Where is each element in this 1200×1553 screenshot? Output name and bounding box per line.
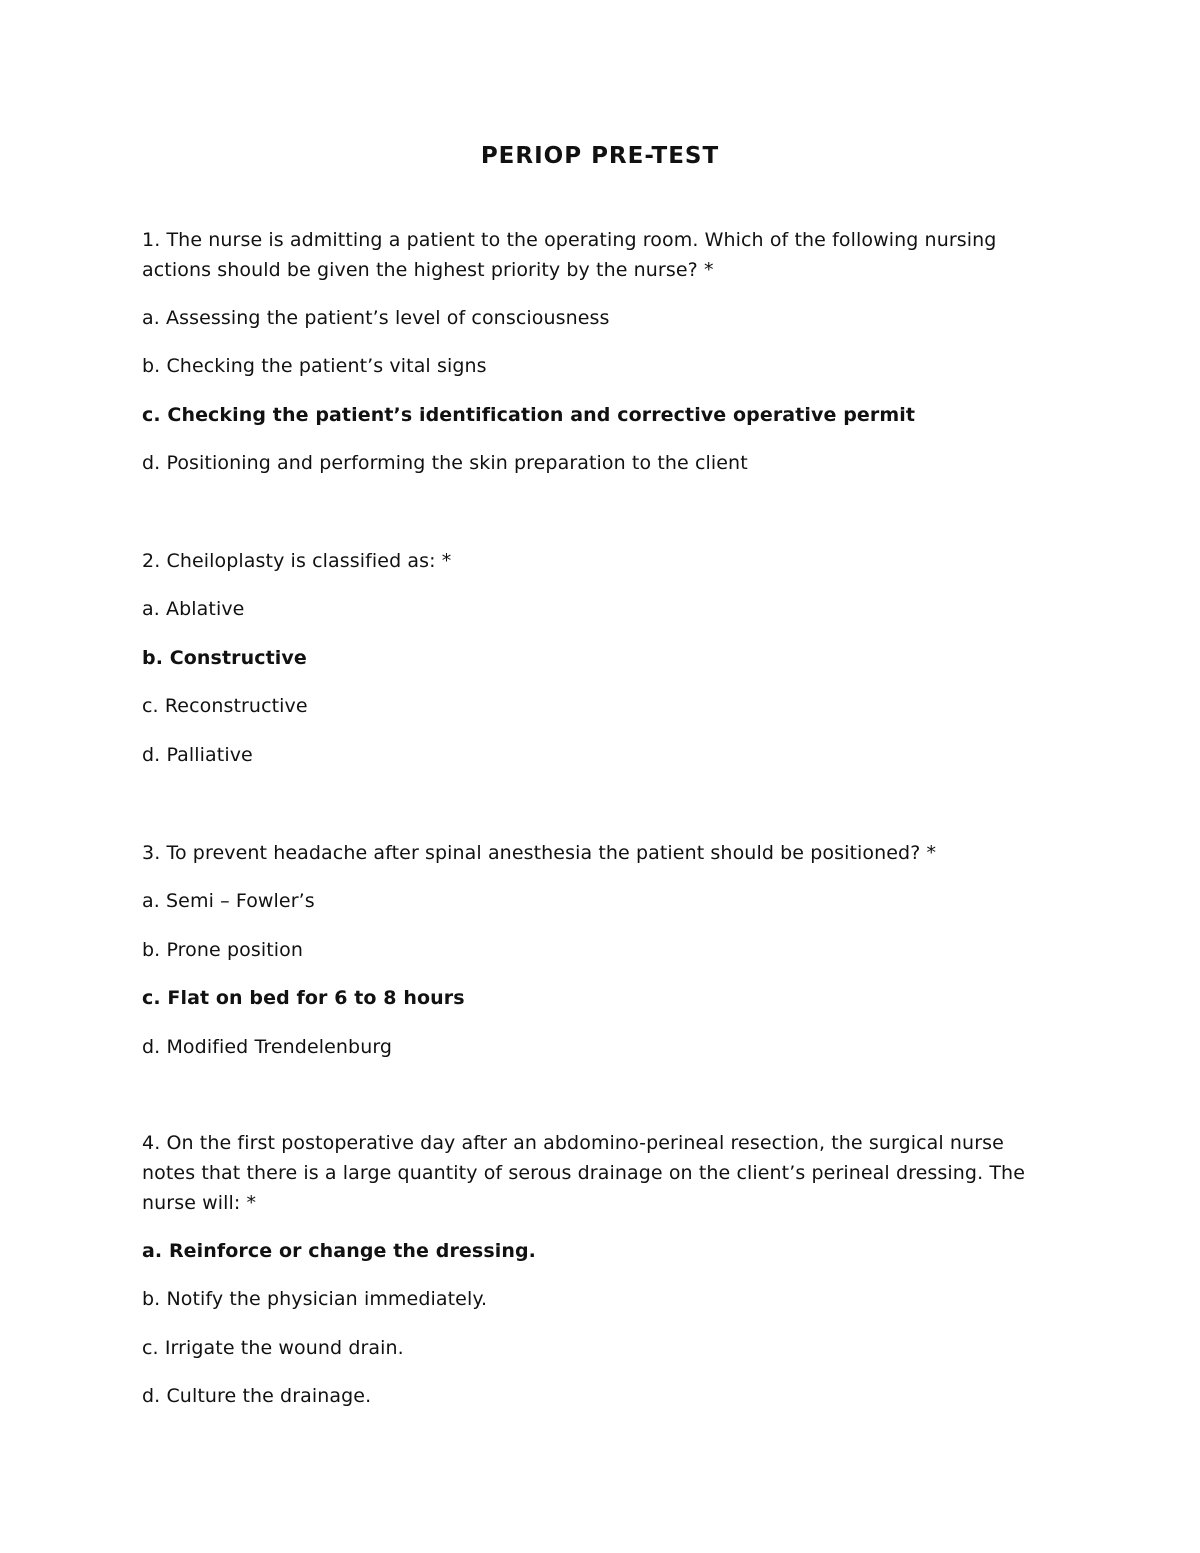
question-3-option-c-answer: c. Flat on bed for 6 to 8 hours	[142, 987, 465, 1009]
question-1-option-d: d. Positioning and performing the skin preparation to the client	[142, 452, 748, 474]
question-1-option-a: a. Assessing the patient’s level of consciousness	[142, 307, 610, 329]
question-4-prompt: 4. On the first postoperative day after an abdomino-perineal resection, the surgical nurse notes that there is a large quantity of serous drainage on the client’s perineal dressing. The nurse will: *	[142, 1132, 1025, 1214]
question-1-option-c-answer: c. Checking the patient’s identification and corrective operative permit	[142, 404, 916, 426]
question-3-option-a: a. Semi – Fowler’s	[142, 890, 315, 912]
question-2-option-b-answer: b. Constructive	[142, 647, 307, 669]
question-3-prompt: 3. To prevent headache after spinal anesthesia the patient should be positioned? *	[142, 842, 937, 864]
question-2-option-c: c. Reconstructive	[142, 695, 308, 717]
question-1-option-b: b. Checking the patient’s vital signs	[142, 355, 487, 377]
question-4-option-c: c. Irrigate the wound drain.	[142, 1337, 404, 1359]
question-3-option-d: d. Modified Trendelenburg	[142, 1036, 393, 1058]
page-title: PERIOP PRE-TEST	[480, 143, 720, 169]
question-4-option-d: d. Culture the drainage.	[142, 1385, 372, 1407]
question-2-prompt: 2. Cheiloplasty is classified as: *	[142, 550, 452, 572]
question-2-option-a: a. Ablative	[142, 598, 245, 620]
question-4-option-a-answer: a. Reinforce or change the dressing.	[142, 1240, 536, 1262]
question-4-option-b: b. Notify the physician immediately.	[142, 1288, 488, 1310]
question-3-option-b: b. Prone position	[142, 939, 304, 961]
question-1-prompt: 1. The nurse is admitting a patient to the operating room. Which of the following nursing actions should be given the highest priority by the nurse? *	[142, 229, 997, 281]
question-2-option-d: d. Palliative	[142, 744, 253, 766]
